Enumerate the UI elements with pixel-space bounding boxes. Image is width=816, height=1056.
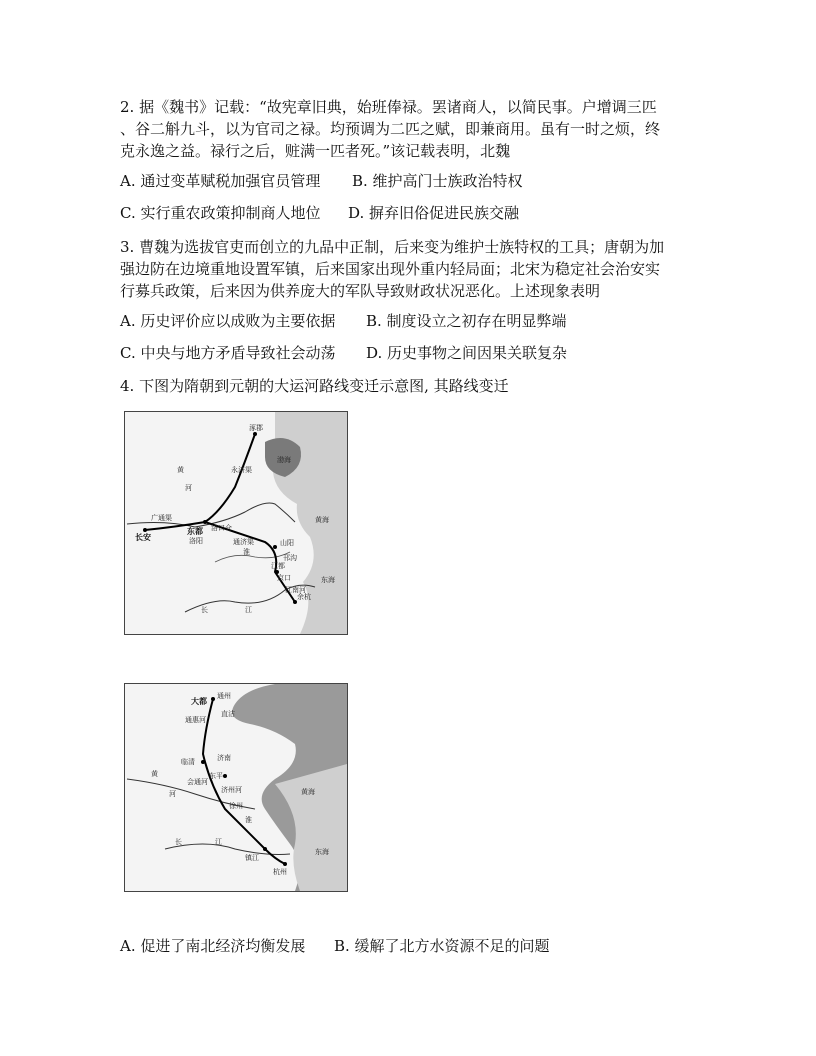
map1-label-guangtongqu: 广通渠	[151, 514, 172, 522]
map2-label-donghai: 东海	[315, 848, 329, 856]
q3-option-d: D. 历史事物之间因果关联复杂	[366, 344, 568, 362]
map1-label-jiangdu: 江都	[271, 562, 285, 570]
map2-label-huang: 黄	[151, 770, 158, 778]
q2-stem-line-3: 克永逸之益。禄行之后，赃满一匹者死。”该记载表明，北魏	[120, 142, 511, 160]
q3-stem-line-3: 行募兵政策，后来因为供养庞大的军队导致财政状况恶化。上述现象表明	[120, 282, 601, 300]
map2-label-xuzhou: 徐州	[229, 802, 243, 810]
map2-label-tonghuihe: 通惠河	[185, 716, 206, 724]
map2-label-hangzhou: 杭州	[273, 868, 287, 876]
q3-stem-line-2: 强边防在边境重地设置军镇，后来国家出现外重内轻局面；北宋为稳定社会治安实	[120, 260, 661, 278]
q2-option-b: B. 维护高门士族政治特权	[352, 172, 523, 190]
map1-label-hangou: 邗沟	[283, 554, 297, 562]
map2-label-dadu: 大都	[191, 697, 207, 706]
map2-label-jiang: 江	[215, 838, 222, 846]
q4-option-b: B. 缓解了北方水资源不足的问题	[334, 937, 550, 955]
q2-stem-line-2: 、谷二斛九斗，以为官司之禄。均预调为二匹之赋，即兼商用。虽有一时之烦，终	[120, 120, 661, 138]
map1-label-bohai: 渤海	[277, 456, 291, 464]
map2-label-tongzhou: 通州	[217, 692, 231, 700]
map2-label-he: 河	[169, 790, 176, 798]
map2-label-linqing: 临清	[181, 758, 195, 766]
map1-label-donghai: 东海	[321, 576, 335, 584]
map2-label-dongping: 东平	[209, 772, 223, 780]
map1-label-he: 河	[185, 484, 192, 492]
map1-label-huanghai: 黄海	[315, 516, 329, 524]
map1-label-yuhang: 余杭	[297, 593, 311, 601]
map2-label-zhigu: 直沽	[221, 710, 235, 718]
map1-label-jiang: 江	[245, 606, 252, 614]
map1-label-tongjiqu: 通济渠	[233, 538, 254, 546]
map2-label-huitonghe: 会通河	[187, 778, 208, 786]
map1-label-huang: 黄	[177, 466, 184, 474]
q3-option-a: A. 历史评价应以成败为主要依据	[120, 312, 336, 330]
yuan-canal-map	[124, 683, 348, 892]
map2-label-jinan: 济南	[217, 754, 231, 762]
q2-option-d: D. 摒弃旧俗促进民族交融	[348, 204, 520, 222]
map1-label-zhuojun: 涿郡	[249, 424, 263, 432]
q4-stem: 4. 下图为隋朝到元朝的大运河路线变迁示意图, 其路线变迁	[120, 377, 509, 395]
q3-stem-line-1: 3. 曹魏为选拔官吏而创立的九品中正制，后来变为维护士族特权的工具；唐朝为加	[120, 238, 665, 256]
q2-option-a: A. 通过变革赋税加强官员管理	[120, 172, 321, 190]
map1-label-jingkou: 京口	[277, 574, 291, 582]
map1-label-yongjiqu: 永济渠	[231, 466, 252, 474]
map1-label-chang: 长	[201, 606, 208, 614]
q2-stem-line-1: 2. 据《魏书》记载：“故宪章旧典，始班俸禄。罢诸商人，以简民事。户增调三匹	[120, 98, 657, 116]
map1-label-changan: 长安	[135, 533, 151, 542]
map1-label-luoyang: 洛阳	[189, 537, 203, 545]
q3-option-b: B. 制度设立之初存在明显弊端	[366, 312, 567, 330]
map1-label-jiangnanhe: 江南河	[285, 586, 306, 594]
sui-canal-map	[124, 411, 348, 635]
map1-label-luokoucang: 洛口仓	[211, 524, 232, 532]
map2-label-huai: 淮	[245, 816, 252, 824]
map2-label-zhenjiang: 镇江	[245, 854, 259, 862]
map1-label-huai: 淮	[243, 548, 250, 556]
map2-label-huanghai: 黄海	[301, 788, 315, 796]
q2-option-c: C. 实行重农政策抑制商人地位	[120, 204, 321, 222]
q3-option-c: C. 中央与地方矛盾导致社会动荡	[120, 344, 336, 362]
q4-option-a: A. 促进了南北经济均衡发展	[120, 937, 306, 955]
map1-label-dongdu: 东都	[187, 527, 203, 536]
map1-label-shanyang: 山阳	[280, 539, 294, 547]
map2-label-chang: 长	[175, 838, 182, 846]
map2-label-jizhouhe: 济州河	[221, 786, 242, 794]
